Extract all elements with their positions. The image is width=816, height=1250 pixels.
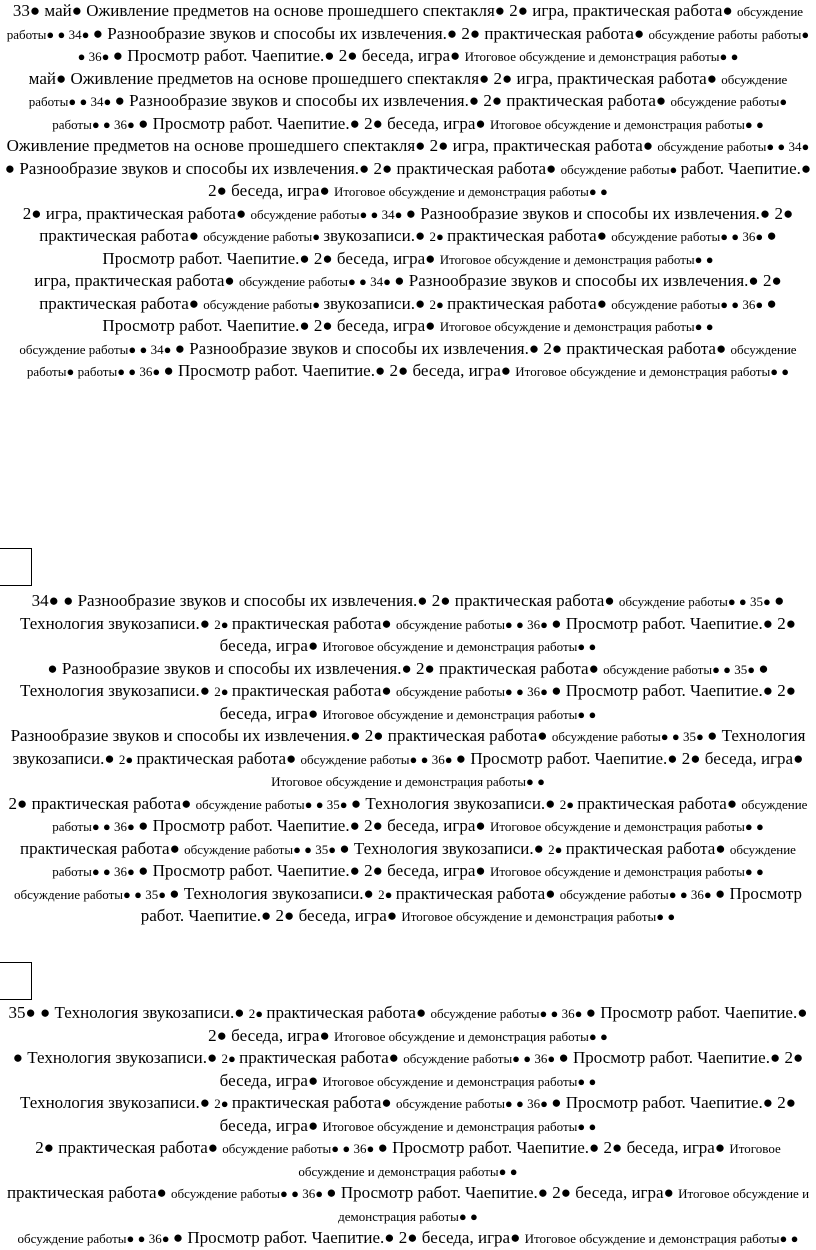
small-text-run: 2●	[429, 229, 448, 244]
small-text-run: 2●	[221, 1051, 240, 1066]
small-text-run: обсуждение работы●	[203, 229, 324, 244]
schedule-paragraph	[0, 838, 816, 883]
text-block-1	[0, 0, 816, 383]
small-text-run: обсуждение работы● ● 35●	[195, 796, 351, 812]
small-text-run: Итоговое обсуждение и демонстрация работы● ●	[439, 251, 714, 267]
text-run: игра, практическая работа●	[34, 271, 239, 290]
schedule-paragraph	[0, 793, 816, 838]
small-text-run: обсуждение работы● ● 34●	[250, 206, 406, 222]
small-text-run: обсуждение работы● ● 34●	[28, 71, 788, 109]
text-run: Технология звукозаписи.●	[20, 1093, 215, 1112]
small-text-run: 2●	[548, 841, 566, 857]
small-text-run: 2●	[118, 751, 137, 767]
small-text-run: 2●	[214, 1096, 232, 1111]
small-text-run: обсуждение работы● ● 34●	[657, 139, 810, 154]
table-cell-fragment	[0, 962, 32, 1000]
schedule-paragraph	[0, 1092, 816, 1137]
small-text-run: обсуждение работы● ● 36●	[559, 886, 716, 902]
schedule-paragraph	[0, 338, 816, 383]
text-run: ● Разнообразие звуков и способы их извлечения.● 2● практическая работа●	[47, 658, 604, 678]
small-text-run: обсуждение работы● ● 35●	[551, 729, 708, 744]
text-run: ● Технология звукозаписи.●	[12, 1048, 222, 1067]
small-text-run: работы● ● 36●	[77, 26, 810, 64]
text-run: 2● практическая работа●	[8, 793, 196, 813]
text-run: ● Разнообразие звуков и способы их извлечения.● 2● практическая работа●	[174, 338, 731, 358]
small-text-run: 2●	[214, 684, 232, 699]
small-text-run: обсуждение работы● ● 36●	[395, 1096, 552, 1111]
small-text-run: обсуждение работы● ● 36●	[52, 796, 808, 834]
small-text-run: обсуждение работы● ● 36●	[403, 1051, 559, 1066]
small-text-run: обсуждение работы●	[560, 161, 681, 177]
text-run: 2● игра, практическая работа●	[22, 203, 251, 223]
schedule-paragraph	[0, 725, 816, 793]
schedule-paragraph	[0, 203, 816, 271]
text-run: ● Просмотр работ. Чаепитие.● 2● беседа, игра●	[208, 1003, 808, 1045]
small-text-run: Итоговое обсуждение и демонстрация работы● ●	[322, 1118, 597, 1134]
small-text-run: Итоговое обсуждение и демонстрация работы● ●	[524, 1231, 799, 1246]
text-run: практическая работа●	[565, 838, 730, 858]
text-run: ● Технология звукозаписи.●	[350, 793, 560, 813]
schedule-paragraph	[0, 68, 816, 136]
small-text-run: Итоговое обсуждение и демонстрация работы● ●	[338, 1186, 810, 1224]
text-run: ● Технология звукозаписи.●	[20, 658, 769, 700]
text-run: практическая работа●	[266, 1003, 431, 1022]
small-text-run: обсуждение работы●	[203, 296, 324, 312]
schedule-paragraph	[0, 1227, 816, 1250]
text-run: ● Разнообразие звуков и способы их извлечения.● 2● практическая работа●	[92, 23, 649, 43]
small-text-run: обсуждение работы● ● 35●	[603, 661, 759, 677]
small-text-run: обсуждение работы● ● 36●	[395, 684, 552, 699]
text-run: 35● ● Технология звукозаписи.●	[8, 1003, 249, 1022]
text-run: ● Просмотр работ. Чаепитие.● 2● беседа, игра●	[112, 46, 465, 65]
text-run: ● Просмотр работ. Чаепитие.● 2● беседа, игра●	[219, 1048, 804, 1090]
schedule-paragraph	[0, 1137, 816, 1182]
text-run: практическая работа●	[447, 293, 612, 313]
small-text-run: обсуждение работы●	[670, 94, 788, 109]
schedule-paragraph	[0, 883, 816, 928]
text-run: ● Технология звукозаписи.●	[12, 726, 806, 768]
small-text-run: обсуждение работы	[648, 26, 758, 42]
schedule-paragraph	[0, 1002, 816, 1047]
text-run: практическая работа●	[231, 681, 396, 700]
text-run: практическая работа●	[6, 1183, 172, 1202]
text-run: ● Просмотр работ. Чаепитие.● 2● беседа, игра●	[172, 1228, 525, 1247]
text-run: ● Разнообразие звуков и способы их извлечения.● 2● практическая работа●	[39, 203, 794, 245]
text-run: ● Разнообразие звуков и способы их извлечения.● 2● практическая работа●	[39, 271, 782, 313]
text-run: 2● практическая работа●	[35, 1138, 223, 1157]
text-run: ● Просмотр работ. Чаепитие.● 2● беседа, игра●	[455, 748, 804, 768]
text-run: ● Просмотр работ. Чаепитие.● 2● беседа, игра●	[326, 1183, 679, 1202]
small-text-run: работы● ● 36●	[77, 364, 164, 379]
text-run: практическая работа●	[136, 748, 301, 768]
text-run: Разнообразие звуков и способы их извлечения.● 2● практическая работа●	[10, 726, 552, 745]
text-run: ● Просмотр работ. Чаепитие.● 2● беседа, игра●	[102, 293, 777, 335]
small-text-run: 2●	[378, 886, 396, 902]
small-text-run: Итоговое обсуждение и демонстрация работы● ●	[489, 864, 764, 879]
text-run: ● Просмотр работ. Чаепитие.● 2● беседа, игра●	[138, 113, 490, 133]
table-cell-fragment	[0, 548, 32, 586]
small-text-run: Итоговое обсуждение и демонстрация работы● ●	[298, 1141, 781, 1179]
text-run: 33● май● Оживление предметов на основе прошедшего спектакля● 2● игра, практическая работа●	[12, 1, 737, 20]
small-text-run: обсуждение работы● ● 36●	[611, 296, 767, 312]
text-run: ● Просмотр работ. Чаепитие.● 2● беседа, игра●	[219, 613, 796, 655]
small-text-run: обсуждение работы● ● 36●	[171, 1186, 327, 1201]
small-text-run: обсуждение работы● ● 36●	[430, 1006, 586, 1021]
small-text-run: Итоговое обсуждение и демонстрация работы● ●	[322, 639, 597, 654]
small-text-run: 2●	[214, 616, 232, 632]
schedule-paragraph	[0, 135, 816, 203]
text-run: ● Разнообразие звуков и способы их извлечения.● 2● практическая работа●	[4, 158, 561, 178]
small-text-run: Итоговое обсуждение и демонстрация работы● ●	[489, 819, 764, 834]
small-text-run: обсуждение работы● ● 36●	[395, 616, 552, 632]
text-run: ● Просмотр работ. Чаепитие.● 2● беседа, игра●	[138, 861, 490, 880]
text-run: ● Просмотр работ. Чаепитие.● 2● беседа, игра●	[138, 816, 490, 835]
text-block-3	[0, 1002, 816, 1250]
small-text-run: Итоговое обсуждение и демонстрация работы● ●	[515, 364, 790, 379]
small-text-run: работы● ● 36●	[52, 116, 139, 132]
text-run: практическая работа●	[231, 1093, 396, 1112]
text-run: практическая работа●	[20, 838, 185, 858]
small-text-run: обсуждение работы● ● 36●	[222, 1141, 378, 1156]
small-text-run: обсуждение работы● ● 36●	[52, 841, 796, 879]
small-text-run: Итоговое обсуждение и демонстрация работы● ●	[489, 116, 764, 132]
schedule-paragraph	[0, 590, 816, 658]
small-text-run: обсуждение работы● ● 35●	[618, 594, 775, 609]
small-text-run: Итоговое обсуждение и демонстрация работы● ●	[439, 319, 714, 334]
text-run: ● Просмотр работ. Чаепитие.● 2● беседа, игра●	[102, 226, 777, 268]
small-text-run: Итоговое обсуждение и демонстрация работы● ●	[322, 1073, 597, 1089]
text-run: ● Технология звукозаписи.●	[339, 838, 549, 858]
schedule-paragraph	[0, 658, 816, 726]
text-run: ● Просмотр работ. Чаепитие.● 2● беседа, игра●	[219, 1093, 796, 1135]
schedule-paragraph	[0, 1047, 816, 1092]
text-run: ● Технология звукозаписи.●	[169, 883, 379, 903]
text-run: практическая работа●	[395, 883, 560, 903]
text-run: ● Просмотр работ. Чаепитие.● 2● беседа, игра●	[163, 361, 516, 380]
text-run: звукозаписи.●	[323, 293, 430, 313]
text-run: ● Просмотр работ. Чаепитие.● 2● беседа, игра●	[219, 681, 796, 723]
text-block-2	[0, 590, 816, 928]
small-text-run: обсуждение работы●	[26, 341, 797, 379]
small-text-run: Итоговое обсуждение и демонстрация работы● ●	[464, 49, 739, 64]
text-run: Оживление предметов на основе прошедшего спектакля● 2● игра, практическая работа●	[6, 136, 658, 155]
small-text-run: обсуждение работы● ● 36●	[17, 1231, 173, 1246]
small-text-run: 2●	[559, 796, 578, 812]
small-text-run: обсуждение работы● ● 34●	[238, 274, 395, 289]
small-text-run: обсуждение работы● ● 36●	[300, 751, 456, 767]
text-run: практическая работа●	[239, 1048, 404, 1067]
text-run: практическая работа●	[231, 613, 396, 633]
small-text-run: обсуждение работы● ● 34●	[6, 4, 804, 42]
text-run: звукозаписи.●	[323, 226, 430, 245]
small-text-run: Итоговое обсуждение и демонстрация работы● ●	[333, 1028, 608, 1044]
small-text-run: Итоговое обсуждение и демонстрация работы● ●	[322, 706, 597, 722]
small-text-run: 2●	[429, 296, 448, 312]
schedule-paragraph	[0, 1182, 816, 1227]
text-run: ● Просмотр работ. Чаепитие.● 2● беседа, игра●	[377, 1138, 730, 1157]
text-run: ● Разнообразие звуков и способы их извлечения.● 2● практическая работа●	[114, 91, 671, 110]
schedule-paragraph	[0, 270, 816, 338]
text-run: ● Просмотр работ. Чаепитие.● 2● беседа, игра●	[140, 883, 802, 925]
text-run: практическая работа●	[577, 793, 742, 813]
small-text-run: обсуждение работы● ● 35●	[14, 886, 170, 902]
text-run: работ. Чаепитие.● 2● беседа, игра●	[208, 158, 812, 200]
small-text-run: Итоговое обсуждение и демонстрация работы● ●	[271, 774, 545, 789]
small-text-run: Итоговое обсуждение и демонстрация работы● ●	[333, 184, 608, 199]
small-text-run: 2●	[248, 1006, 267, 1021]
schedule-paragraph	[0, 0, 816, 68]
small-text-run: обсуждение работы● ● 36●	[611, 229, 767, 244]
text-run: практическая работа●	[447, 226, 612, 245]
text-run: ● Технология звукозаписи.●	[20, 591, 785, 633]
small-text-run: Итоговое обсуждение и демонстрация работы● ●	[401, 909, 676, 924]
text-run: май● Оживление предметов на основе прошедшего спектакля● 2● игра, практическая работа●	[28, 68, 722, 88]
text-run: 34● ● Разнообразие звуков и способы их извлечения.● 2● практическая работа●	[31, 591, 619, 610]
small-text-run: обсуждение работы● ● 35●	[184, 841, 340, 857]
small-text-run: обсуждение работы● ● 34●	[19, 341, 175, 357]
